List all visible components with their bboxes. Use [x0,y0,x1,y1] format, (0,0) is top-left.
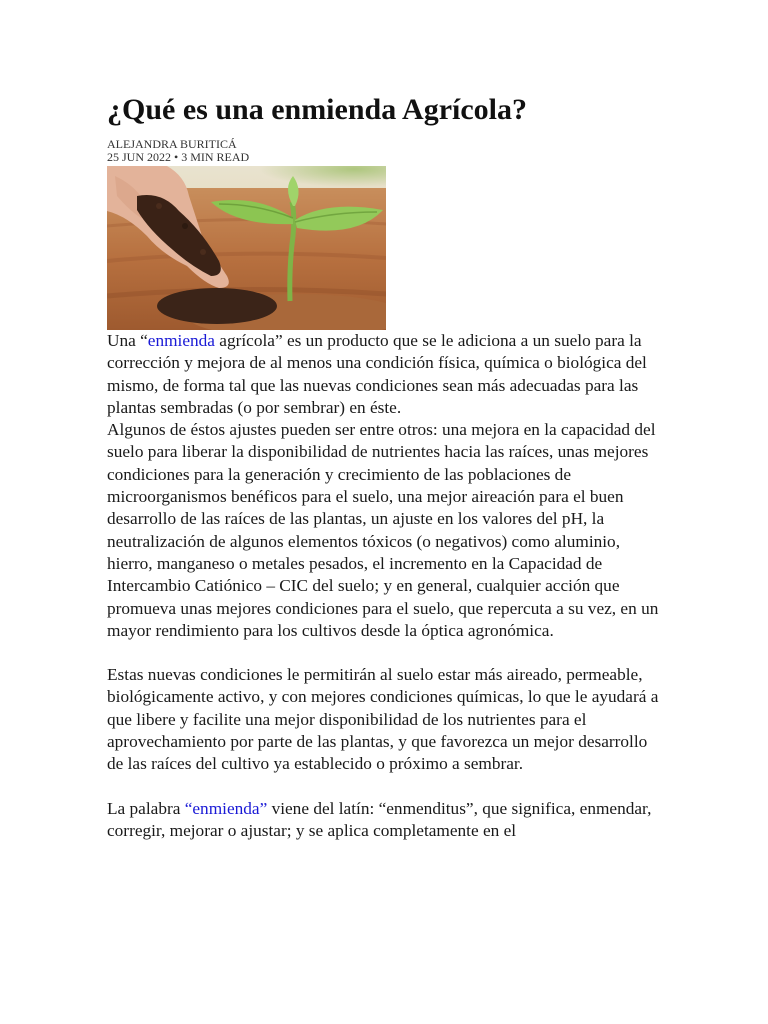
author-name: ALEJANDRA BURITICÁ [107,137,237,151]
text-run: Una “ [107,331,148,350]
paragraph-4 [107,798,667,843]
text-run: viene del latín: “enmenditus”, que significa, enmendar, corregir, mejorar o ajustar; y se aplica completamente en el [107,798,652,840]
hero-image [107,166,386,330]
enmienda-quoted-link[interactable]: “enmienda” [184,798,268,818]
byline [107,138,249,164]
text-run: La palabra [107,798,185,818]
paragraph-1 [107,330,667,419]
publish-meta: 25 JUN 2022 • 3 MIN READ [107,150,250,164]
article-body [107,330,667,842]
seedling-photo-icon [107,166,386,330]
text-run: agrícola” es un producto que se le adiciona a un suelo para la corrección y mejora de al menos una condición física, química o biológica del mismo, de forma tal que las nuevas condiciones sean más adecuadas para las plantas sembradas (o por sembrar) en éste. [107,331,647,417]
enmienda-link[interactable]: enmienda [147,331,215,350]
paragraph-3: Estas nuevas condiciones le permitirán al suelo estar más aireado, permeable, biológicamente activo, y con mejores condiciones químicas, lo que le ayudará a que libere y facilite una mejor disponibilidad de los nutrientes para el aprovechamiento por parte de las plantas, y que favorezca un mejor desarrollo de las raíces del cultivo ya establecido o próximo a sembrar. [107,665,659,774]
paragraph-2: Algunos de éstos ajustes pueden ser entre otros: una mejora en la capacidad del suelo para liberar la disponibilidad de nutrientes hacia las raíces, unas mejores condiciones para la generación y crecimiento de las poblaciones de microorganismos benéficos para el suelo, una mejor aireación para el buen desarrollo de las raíces de las plantas, un ajuste en los valores del pH, la neutralización de algunos elementos tóxicos (o negativos) como aluminio, hierro, manganeso o metales pesados, el incremento en la Capacidad de Intercambio Catiónico – CIC del suelo; y en general, cualquier acción que promueva unas mejores condiciones para el suelo, que repercuta a su vez, en un mayor rendimiento para los cultivos desde la óptica agronómica. [107,420,659,640]
article-title: ¿Qué es una enmienda Agrícola? [107,93,528,126]
